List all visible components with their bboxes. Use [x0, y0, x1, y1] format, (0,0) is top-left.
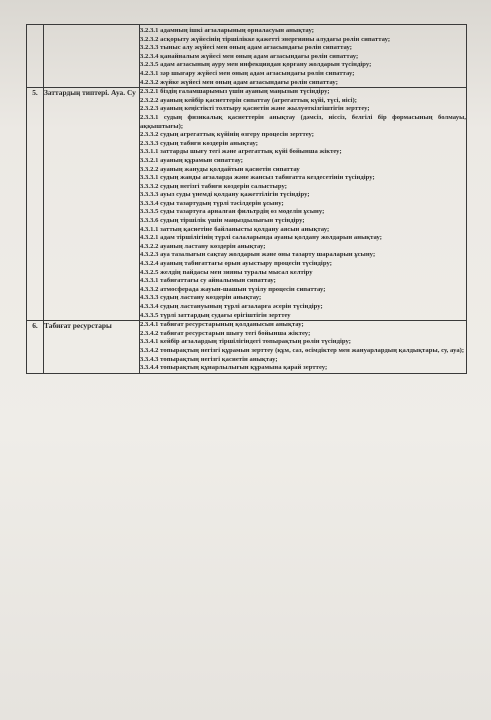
- objective-item: 4.2.3.1 зәр шығару жүйесі мен оның адам ағзасындағы рөлін сипаттау;: [140, 69, 355, 77]
- objective-item: 2.3.4.1 табиғат ресурстарының қолданысын анықтау;: [140, 321, 304, 329]
- objective-item: 4.3.3.4 судың ластануының түрлі ағзаларға әсерін түсіндіру;: [140, 303, 323, 310]
- objective-item: 2.3.3.2 судың агрегаттық күйінің өзгеру процесін зерттеу;: [140, 131, 315, 139]
- objective-item: 2.3.2.1 біздің ғаламшарымыз үшін ауаның маңызын түсіндіру;: [140, 88, 330, 96]
- objective-item: 3.3.3.6 судың тіршілік үшін маңыздылығын түсіндіру;: [140, 217, 305, 225]
- objective-item: 3.3.3.3 ауыз суды үнемді қолдану қажеттілігін түсіндіру;: [140, 191, 310, 199]
- objective-item: 4.3.2.3 ауа тазалығын сақтау жолдарын және оны тазарту шараларын ұсыну;: [140, 251, 376, 259]
- objective-item: 3.3.4.3 топырақтың негізгі қасиетін анықтау;: [140, 355, 278, 363]
- table-body: [27, 25, 467, 374]
- objective-item: 3.3.3.1 судың жанды ағзаларда және жансыз табиғатта кездесетінін түсіндіру;: [140, 174, 375, 182]
- objective-item: 2.3.4.2 табиғат ресурстарын шығу тегі бойынша жіктеу;: [140, 329, 311, 337]
- objective-item: 3.3.2.2 ауаның жануды қолдайтын қасиетін сипаттау: [140, 165, 300, 173]
- objective-item: 4.3.3.1 табиғаттағы су айналымын сипаттау;: [140, 277, 276, 285]
- objective-item: 3.2.3.2 асқорыту жүйесінің тіршілікке қажетті энергияны алудағы рөлін сипаттау;: [140, 35, 391, 43]
- objective-item: 3.3.3.4 суды тазартудың түрлі тәсілдерін ұсыну;: [140, 199, 284, 207]
- objective-item: 2.3.3.3 судың табиғи көздерін анықтау;: [140, 139, 259, 147]
- objective-item: 4.3.1.1 заттың қасиетіне байланысты қолдану аясын анықтау;: [140, 225, 330, 233]
- table-row: [27, 321, 467, 374]
- row-topic: [44, 25, 140, 88]
- objective-item: 4.3.2.5 желдің пайдасы мен зияны туралы мысал келтіру: [140, 268, 313, 276]
- objective-item: 4.3.2.2 ауаның ластану көздерін анықтау;: [140, 242, 266, 250]
- objective-item: 2.3.3.1 судың физикалық қасиеттерін анықтау (дәмсіз, иіссіз, белгілі бір формасының болмауы, аққыштығы);: [140, 113, 466, 130]
- objective-item: 4.3.3.5 түрлі заттардың судағы ерігіштігін зерттеу: [140, 311, 291, 319]
- objective-item: 4.3.2.4 ауаның табиғаттағы орын ауыстыру процесін түсіндіру;: [140, 260, 332, 268]
- objectives-cell: [140, 321, 467, 374]
- objective-item: 3.2.3.1 адамның ішкі ағзаларының орналасуын анықтау;: [140, 27, 314, 34]
- objective-item: 4.2.3.2 жүйке жүйесі мен оның адам ағзасындағы рөлін сипаттау;: [140, 78, 338, 86]
- objective-item: 3.3.3.5 суды тазартуға арналған фильтрдің өз моделін ұсыну;: [140, 208, 325, 216]
- objective-item: 4.3.3.3 судың ластану көздерін анықтау;: [140, 294, 262, 302]
- objective-item: 3.2.3.3 тыныс алу жүйесі мен оның адам ағзасындағы рөлін сипаттау;: [140, 44, 352, 52]
- objective-item: 3.3.4.4 топырақтың құнарлылығын құрамына қарай зерттеу;: [140, 364, 328, 372]
- row-number: 5.: [27, 88, 44, 321]
- objective-item: 3.3.2.1 ауаның құрамын сипаттау;: [140, 156, 243, 164]
- objective-item: 2.3.2.3 ауаның кеңістікті толтыру қасиетін және жылуөткізгіштігін зерттеу;: [140, 105, 370, 113]
- objective-item: 3.3.1.1 заттарды шығу тегі және агрегаттық күйі бойынша жіктеу;: [140, 148, 342, 156]
- table-row: [27, 88, 467, 321]
- objective-item: 3.2.3.4 қанайналым жүйесі мен оның адам ағзасындағы рөлін сипаттау;: [140, 52, 359, 60]
- row-number: 6.: [27, 321, 44, 374]
- objective-item: 3.3.4.2 топырақтың негізгі құрамын зерттеу (құм, саз, өсімдіктер мен жануарлардың қалдықтары, су, ауа);: [140, 346, 465, 354]
- row-number: [27, 25, 44, 88]
- objective-item: 4.3.3.2 атмосферада жауын-шашын түзілу процесін сипаттау;: [140, 285, 326, 293]
- objective-item: 3.3.4.1 кейбір ағзалардың тіршілігіндегі топырақтың рөлін түсіндіру;: [140, 338, 352, 346]
- row-topic: Заттардың типтері. Ауа. Су: [44, 88, 140, 321]
- objective-item: 2.3.2.2 ауаның кейбір қасиеттерін сипаттау (агрегаттық күйі, түсі, иісі);: [140, 96, 357, 104]
- objective-item: 3.2.3.5 адам ағзасының ауру мен инфекциядан қорғану жолдарын түсіндіру;: [140, 61, 372, 69]
- row-topic: Табиғат ресурстары: [44, 321, 140, 374]
- objective-item: 4.3.2.1 адам тіршілігінің түрлі салаларында ауаны қолдану жолдарын анықтау;: [140, 234, 382, 242]
- objectives-cell: [140, 25, 467, 88]
- objective-item: 3.3.3.2 судың негізгі табиғи көздерін салыстыру;: [140, 182, 288, 190]
- table-row: [27, 25, 467, 88]
- curriculum-table: [26, 24, 467, 374]
- objectives-cell: [140, 88, 467, 321]
